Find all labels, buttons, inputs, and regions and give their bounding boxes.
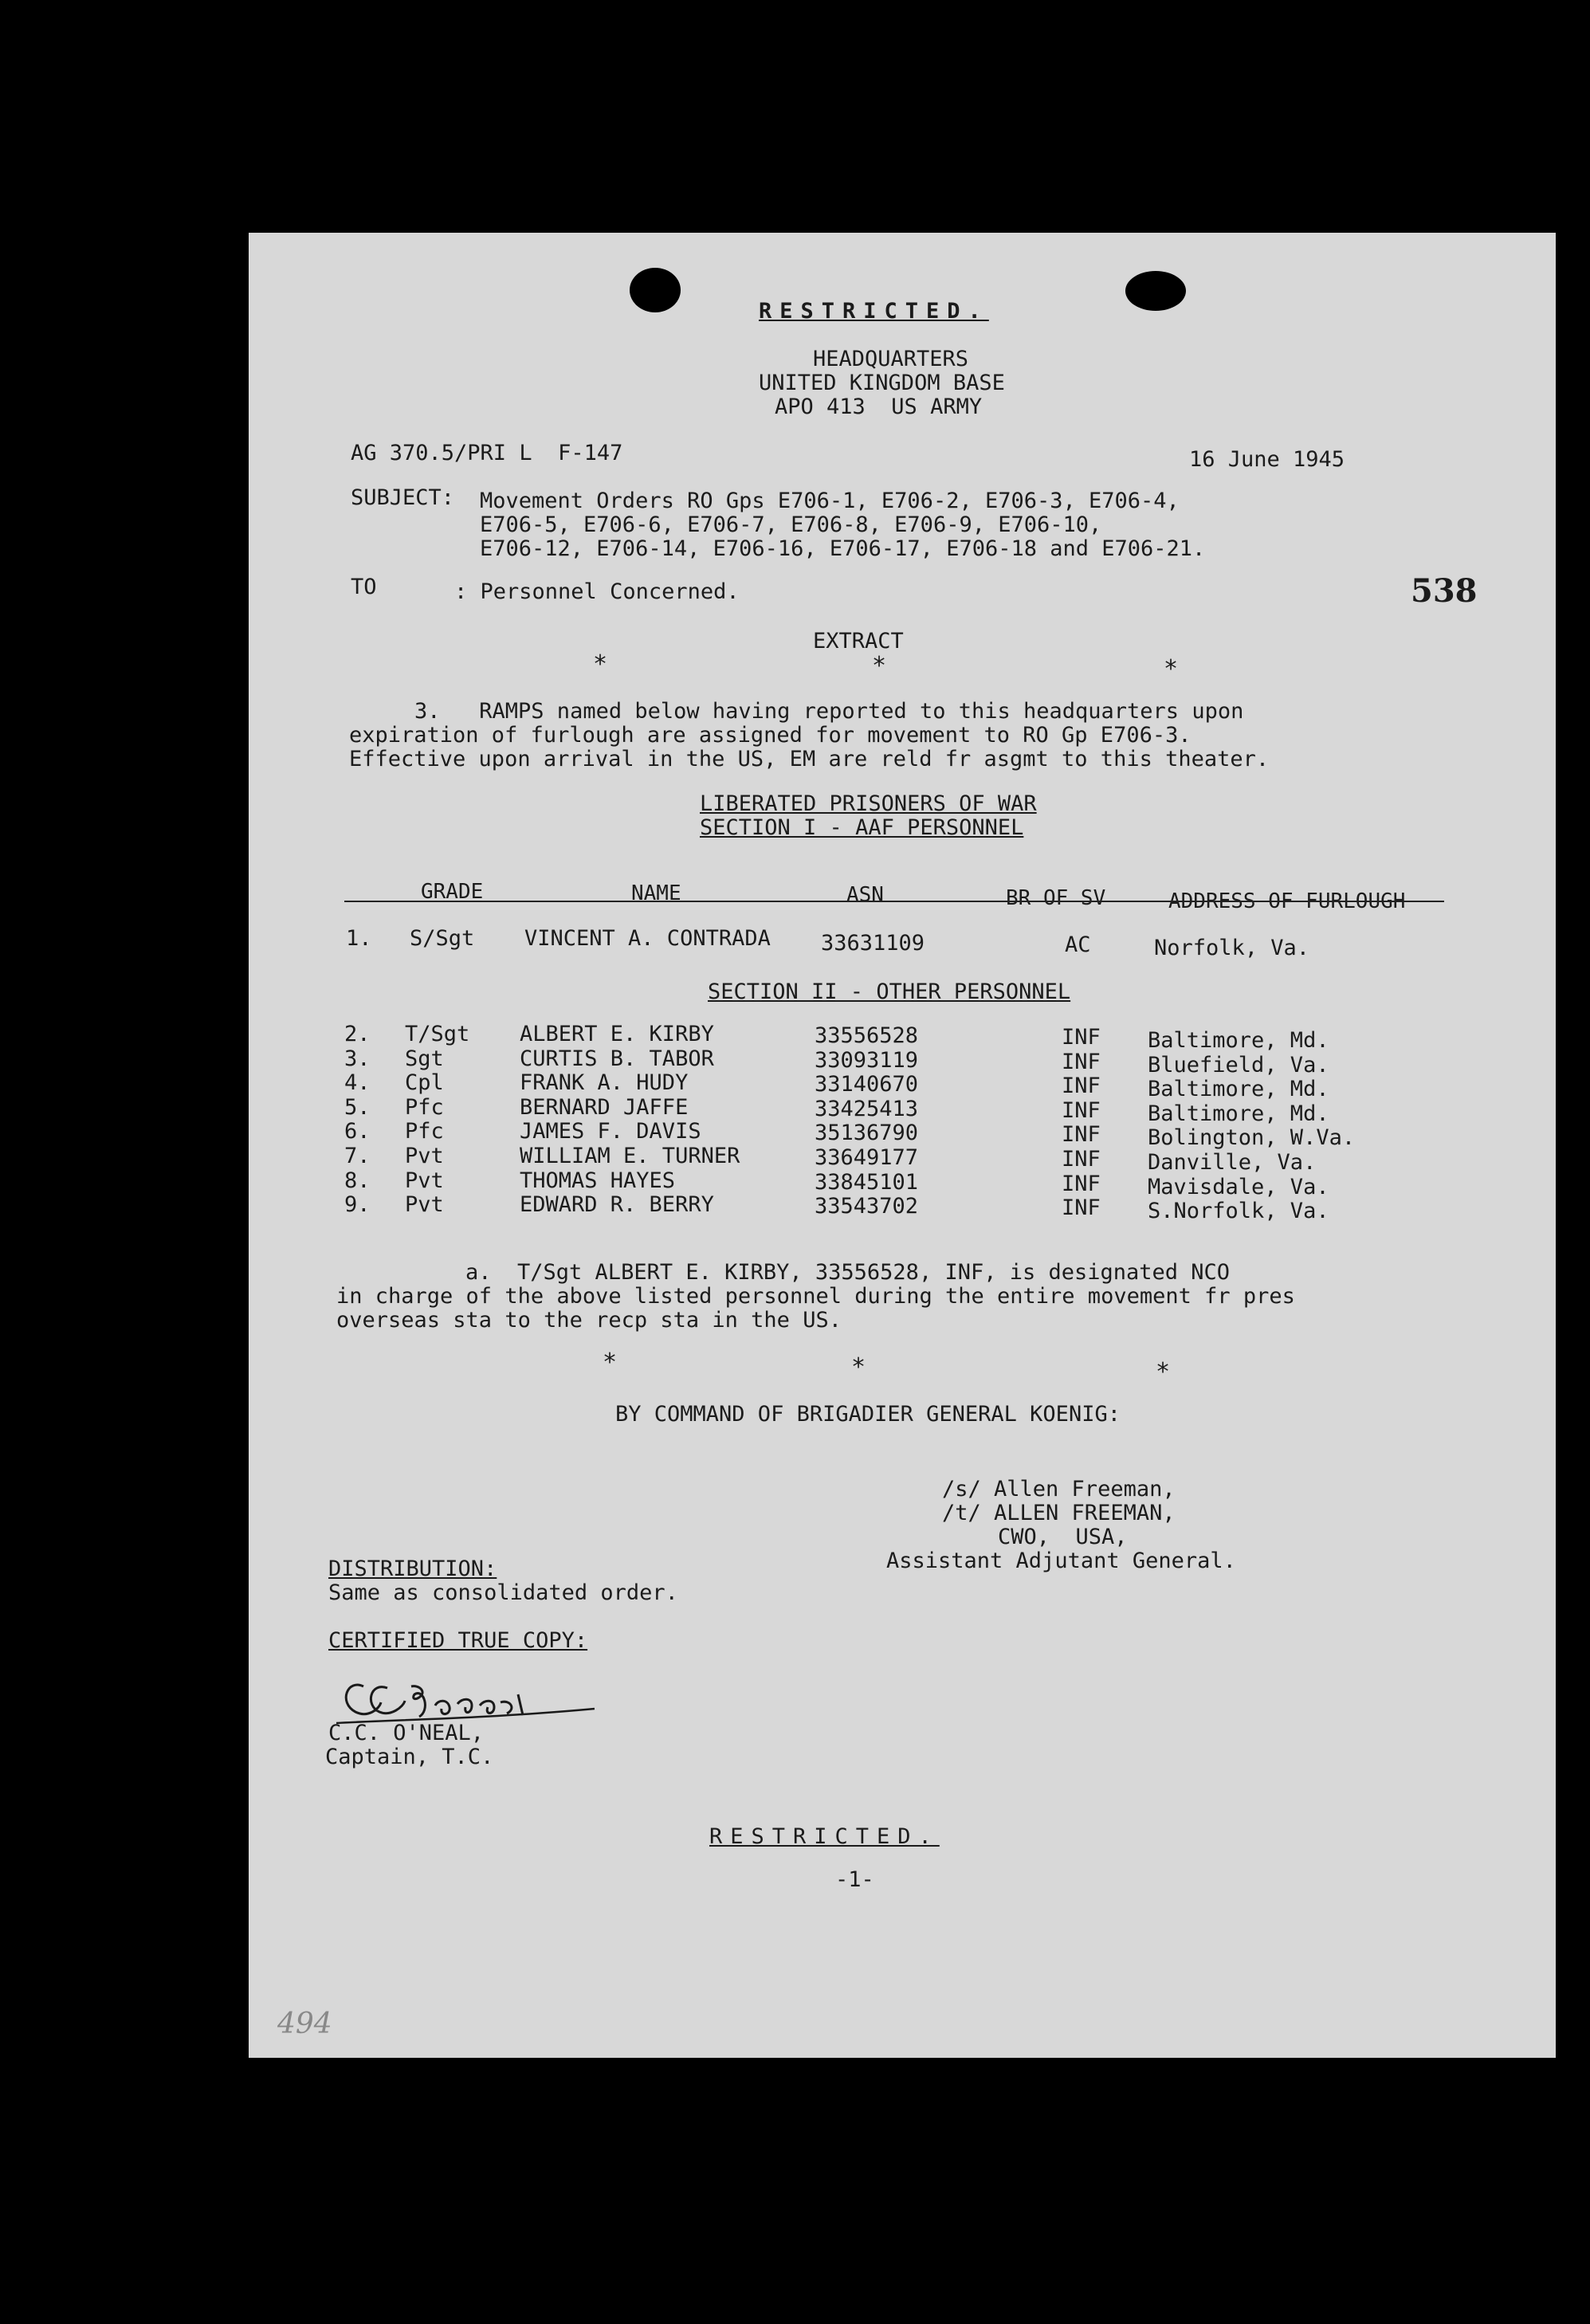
para-a-line-1: a. T/Sgt ALBERT E. KIRBY, 33556528, INF, is designated NCO <box>465 1260 1231 1285</box>
punch-hole-left <box>630 268 681 312</box>
row-num: 4. <box>344 1070 371 1096</box>
row-num: 5. <box>344 1094 371 1120</box>
file-number: AG 370.5/PRI L F-147 <box>351 441 623 465</box>
column-header: BR OF SV <box>1006 886 1106 910</box>
row-address: Bolington, W.Va. <box>1148 1125 1356 1151</box>
row-num: 7. <box>344 1144 371 1168</box>
to-label: TO <box>351 575 377 599</box>
certifier-rank: Captain, T.C. <box>325 1745 494 1769</box>
para3-line-1: 3. RAMPS named below having reported to this headquarters upon <box>414 699 1244 724</box>
extract-label: EXTRACT <box>813 629 904 654</box>
para-a-line-2: in charge of the above listed personnel during the entire movement fr pres <box>336 1284 1295 1309</box>
para3-line-2: expiration of furlough are assigned for movement to RO Gp E706-3. <box>349 723 1192 748</box>
row-grade: Pvt <box>405 1168 444 1193</box>
distribution-value: Same as consolidated order. <box>328 1580 678 1605</box>
row-asn: 33093119 <box>815 1047 919 1073</box>
row-asn: 33649177 <box>815 1145 919 1170</box>
row-name: BERNARD JAFFE <box>520 1094 689 1120</box>
row-name: THOMAS HAYES <box>520 1168 676 1193</box>
handwritten-signature <box>332 1670 603 1734</box>
certified-label: CERTIFIED TRUE COPY: <box>328 1628 588 1653</box>
star: * <box>851 1353 866 1381</box>
row-br: INF <box>1062 1195 1101 1221</box>
sig-line-3: CWO, USA, <box>998 1525 1128 1549</box>
command-line: BY COMMAND OF BRIGADIER GENERAL KOENIG: <box>615 1402 1121 1427</box>
subject-label: SUBJECT: <box>351 485 455 510</box>
row-grade: Pvt <box>405 1192 444 1218</box>
table-row <box>249 926 1364 960</box>
section-title-main-1: LIBERATED PRISONERS OF WAR <box>700 791 1037 816</box>
row-br: INF <box>1062 1171 1101 1196</box>
row-address: Bluefield, Va. <box>1148 1052 1329 1078</box>
to-value: : Personnel Concerned. <box>454 579 740 604</box>
row-asn: 33543702 <box>815 1194 919 1219</box>
row-num: 2. <box>344 1022 371 1046</box>
table-row <box>249 1046 1364 1078</box>
row-grade: Cpl <box>405 1070 444 1096</box>
row-asn: 33556528 <box>815 1023 919 1048</box>
order-date: 16 June 1945 <box>1189 447 1345 472</box>
punch-hole-right <box>1125 271 1186 311</box>
row-asn: 35136790 <box>815 1121 919 1146</box>
row-br: INF <box>1062 1025 1101 1050</box>
star: * <box>603 1348 618 1376</box>
table-row <box>249 1022 1364 1053</box>
sig-line-1: /s/ Allen Freeman, <box>942 1477 1176 1502</box>
row-br: INF <box>1062 1147 1101 1172</box>
row-asn: 33845101 <box>815 1169 919 1195</box>
row-num: 6. <box>344 1119 371 1144</box>
certifier-name: C.C. O'NEAL, <box>328 1721 485 1745</box>
org-line-1: HEADQUARTERS <box>813 347 969 371</box>
row-name: VINCENT A. CONTRADA <box>524 926 771 951</box>
sig-line-2: /t/ ALLEN FREEMAN, <box>942 1501 1176 1525</box>
table-row <box>249 1165 1364 1199</box>
org-line-2: UNITED KINGDOM BASE <box>759 371 1005 395</box>
table-header-rule <box>344 901 1444 902</box>
para3-line-3: Effective upon arrival in the US, EM are reld fr asgmt to this theater. <box>349 747 1270 771</box>
row-name: JAMES F. DAVIS <box>520 1119 701 1144</box>
row-address: S.Norfolk, Va. <box>1148 1199 1329 1224</box>
row-grade: T/Sgt <box>405 1022 470 1046</box>
handwritten-number: 494 <box>277 2008 332 2040</box>
subject-line-2: E706-5, E706-6, E706-7, E706-8, E706-9, E706-10, <box>480 512 1102 537</box>
classification-top: RESTRICTED. <box>759 299 989 324</box>
column-header: ADDRESS OF FURLOUGH <box>1168 889 1406 913</box>
row-name: WILLIAM E. TURNER <box>520 1144 740 1168</box>
org-line-3: APO 413 US ARMY <box>775 395 983 419</box>
column-header: GRADE <box>421 880 484 904</box>
row-asn: 33425413 <box>815 1096 919 1121</box>
row-grade: Pfc <box>405 1119 444 1144</box>
row-name: EDWARD R. BERRY <box>520 1192 714 1218</box>
subject-line-1: Movement Orders RO Gps E706-1, E706-2, E706-3, E706-4, <box>480 489 1180 513</box>
row-name: CURTIS B. TABOR <box>520 1046 714 1071</box>
star: * <box>872 652 887 680</box>
row-name: FRANK A. HUDY <box>520 1070 689 1096</box>
star: * <box>1164 655 1179 683</box>
sig-line-4: Assistant Adjutant General. <box>886 1549 1236 1573</box>
row-num: 8. <box>344 1168 371 1193</box>
section-title-2: SECTION II - OTHER PERSONNEL <box>708 979 1071 1004</box>
row-address: Baltimore, Md. <box>1148 1101 1329 1126</box>
row-grade: Pvt <box>405 1144 444 1168</box>
star: * <box>1156 1358 1171 1386</box>
row-num: 1. <box>346 926 372 951</box>
row-num: 3. <box>344 1046 371 1071</box>
row-br: INF <box>1062 1097 1101 1123</box>
subject-line-3: E706-12, E706-14, E706-16, E706-17, E706-18 and E706-21. <box>480 536 1206 561</box>
row-grade: Pfc <box>405 1094 444 1120</box>
row-br: INF <box>1062 1049 1101 1074</box>
classification-bottom: RESTRICTED. <box>709 1824 940 1849</box>
section-title-main-2: SECTION I - AAF PERSONNEL <box>700 815 1024 840</box>
table-row <box>249 1093 1364 1126</box>
page-number: -1- <box>835 1867 874 1892</box>
row-address: Danville, Va. <box>1148 1150 1317 1175</box>
table-row <box>249 1141 1364 1175</box>
row-num: 9. <box>344 1192 371 1218</box>
row-address: Baltimore, Md. <box>1148 1077 1329 1102</box>
table-row <box>249 1070 1364 1102</box>
row-asn: 33631109 <box>821 931 925 956</box>
row-grade: Sgt <box>405 1046 444 1071</box>
table-row <box>249 1189 1364 1224</box>
row-name: ALBERT E. KIRBY <box>520 1022 714 1046</box>
row-address: Baltimore, Md. <box>1148 1028 1329 1053</box>
row-br: INF <box>1062 1122 1101 1148</box>
column-header: ASN <box>846 883 884 907</box>
para-a-line-3: overseas sta to the recp sta in the US. <box>336 1308 842 1333</box>
column-header: NAME <box>631 881 681 905</box>
row-grade: S/Sgt <box>410 926 475 951</box>
row-br: AC <box>1065 932 1091 957</box>
document-page <box>249 233 1556 2058</box>
row-asn: 33140670 <box>815 1072 919 1097</box>
row-br: INF <box>1062 1074 1101 1099</box>
distribution-label: DISTRIBUTION: <box>328 1557 497 1581</box>
star: * <box>593 650 608 678</box>
row-address: Mavisdale, Va. <box>1148 1174 1329 1199</box>
row-address: Norfolk, Va. <box>1154 936 1310 960</box>
table-row <box>249 1117 1364 1151</box>
page-stamp: 538 <box>1411 572 1478 610</box>
